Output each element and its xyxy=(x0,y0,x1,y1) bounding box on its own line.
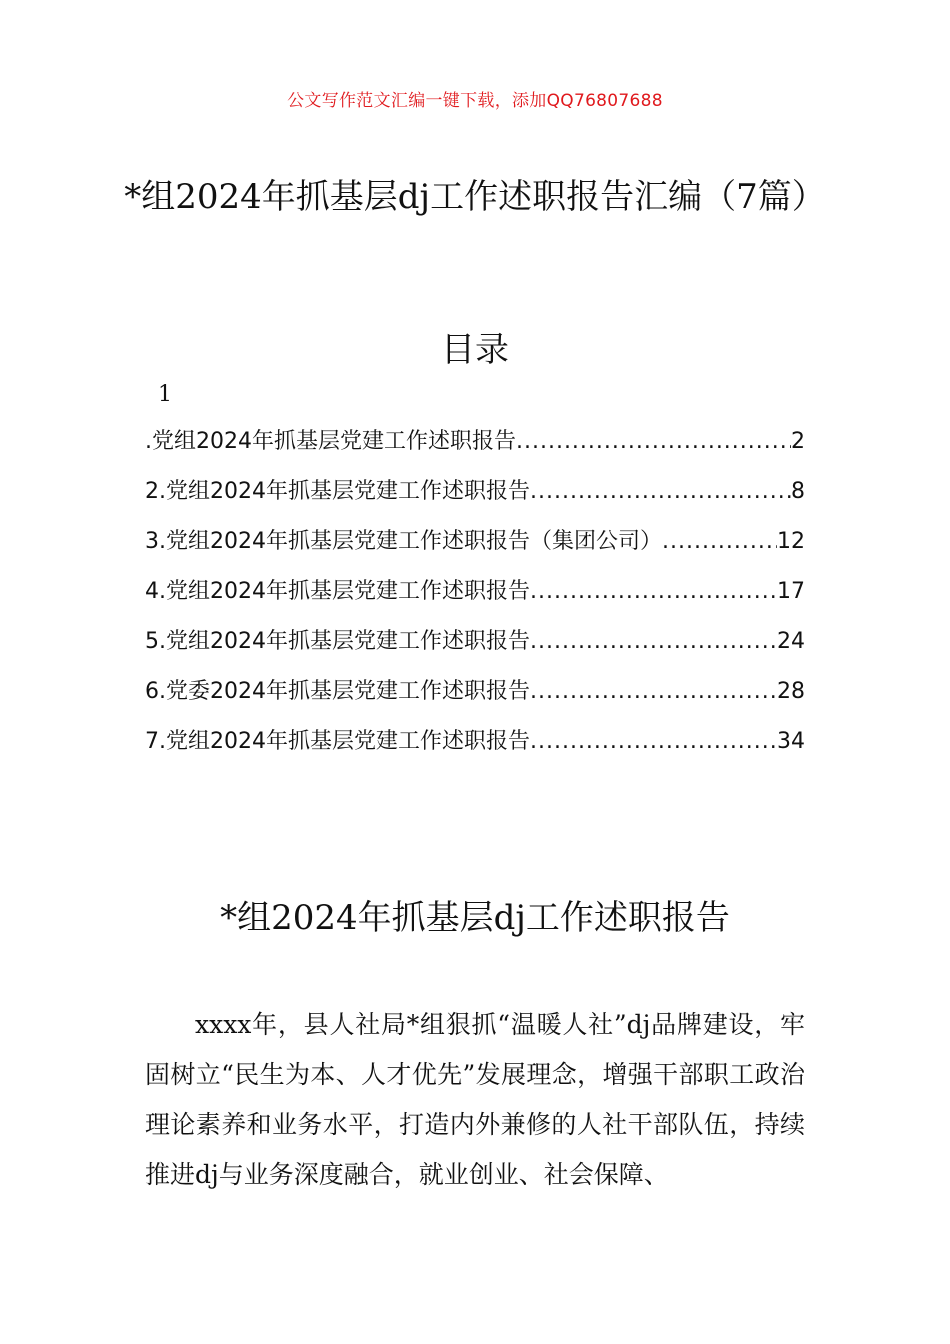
toc-entry[interactable] xyxy=(145,424,805,474)
toc-entry-page: 2 xyxy=(791,429,805,454)
document-title: *组2024年抓基层dj工作述职报告汇编（7篇） xyxy=(124,177,826,217)
toc-entry-label: 6.党委2024年抓基层党建工作述职报告 xyxy=(145,679,530,704)
toc-entry-label: 4.党组2024年抓基层党建工作述职报告 xyxy=(145,579,530,604)
toc-entry[interactable] xyxy=(145,674,805,724)
toc-entry-label: 5.党组2024年抓基层党建工作述职报告 xyxy=(145,629,530,654)
toc-entry-page: 24 xyxy=(777,629,805,654)
toc-entry-page: 17 xyxy=(777,579,805,604)
toc-dot-leader xyxy=(530,679,777,704)
toc-dot-leader xyxy=(516,429,791,454)
toc-entry-label: 2.党组2024年抓基层党建工作述职报告 xyxy=(145,479,530,504)
toc-entry[interactable] xyxy=(145,624,805,674)
toc-entry-page: 34 xyxy=(777,729,805,754)
section-title: *组2024年抓基层dj工作述职报告 xyxy=(220,898,730,938)
toc-entry[interactable] xyxy=(145,474,805,524)
table-of-contents xyxy=(145,424,805,774)
toc-dot-leader xyxy=(530,629,777,654)
toc-stray-number: 1 xyxy=(158,382,172,407)
toc-entry[interactable] xyxy=(145,574,805,624)
toc-entry-label: 3.党组2024年抓基层党建工作述职报告（集团公司） xyxy=(145,529,662,554)
download-promo-note: 公文写作范文汇编一键下载，添加QQ76807688 xyxy=(287,91,663,111)
toc-entry-page: 12 xyxy=(777,529,805,554)
body-paragraph: xxxx年，县人社局*组狠抓“温暖人社”dj品牌建设，牢固树立“民生为本、人才优先”发展理念，增强干部职工政治理论素养和业务水平，打造内外兼修的人社干部队伍，持续推进dj与业务深度融合，就业创业、社会保障、 xyxy=(145,1010,805,1189)
toc-entry[interactable] xyxy=(145,524,805,574)
toc-dot-leader xyxy=(530,579,777,604)
toc-entry-page: 8 xyxy=(791,479,805,504)
toc-entry-page: 28 xyxy=(777,679,805,704)
toc-dot-leader xyxy=(662,529,777,554)
toc-dot-leader xyxy=(530,729,777,754)
toc-entry-label: 7.党组2024年抓基层党建工作述职报告 xyxy=(145,729,530,754)
toc-entry[interactable] xyxy=(145,724,805,774)
toc-heading: 目录 xyxy=(441,330,509,370)
toc-dot-leader xyxy=(530,479,791,504)
toc-entry-label: .党组2024年抓基层党建工作述职报告 xyxy=(145,429,516,454)
